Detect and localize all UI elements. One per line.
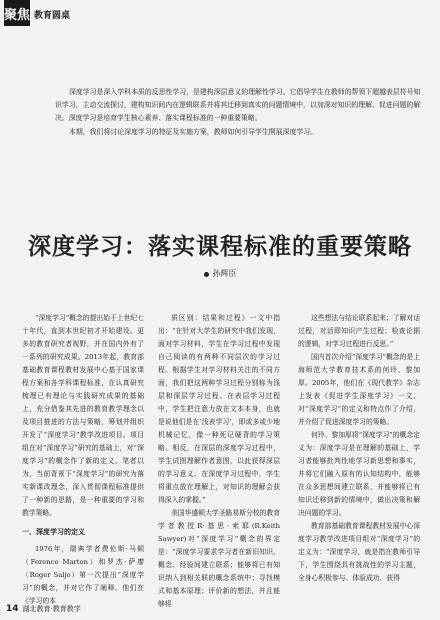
body-paragraph: 教育部基础教育课程教材发展中心深度学习教学改进项目组对“深度学习”的定义为：“深度学习，就是指在教师引导下，学生围绕具有挑战性的学习主题，全身心积极参与、体验成功、获得 <box>298 522 420 582</box>
editor-abstract <box>55 86 423 139</box>
body-paragraph: 质区别：结果和过程》一文中指出：“在针对大学生的研究中我们发现，面对学习材料，学生在学习过程中发现自己阅读的有两种不同层次的学习过程。根据学生对学习材料关注的不同方面，我们把这两种学习过程分别称为浅层和深层学习过程。在表层学习过程中，学生把注意力放在文本本身，也就是说他们是在‘浅表学习’，即或多或少地机械记忆，像一种死记硬背的学习策略。相反，在深层的深度学习过程中，学生试图理解作者意图，以此获得深层的学习意义、在深度学习过程中，学生将重点放在理解上，对知识的理解会获得深入的掌握。” <box>158 314 280 504</box>
text-column-1 <box>22 312 144 608</box>
author-line <box>0 268 440 279</box>
author-name: 孙辉臣 <box>212 269 237 278</box>
abstract-paragraph: 本期，我们将讨论深度学习的特征及实施方案，教师如何引导学生開展深度学习。 <box>69 127 318 136</box>
body-paragraph: 何玲、黎加厚将“深度学习”的概念定义为：深度学习是在理解的基础上，学习者能够批判性地学习新思想和事实，并将它们融入原有的认知结构中，能够在众多思想间建立联系，并能够将已有知识迁移到新的情境中，做出决策和解决问题的学习。 <box>298 431 420 517</box>
page-number: 14 <box>6 604 19 614</box>
page-footer <box>6 604 81 614</box>
body-paragraph: 这些想法与结论联系起来；了解对话过程，对话即知识产生过程；检查论据的逻辑，对学习过程进行反思。” <box>298 314 420 348</box>
body-paragraph: “深度学习”概念的提出始于上世纪七十年代，直到本世纪初才开始建设。更多的教育研究者视野，并在国内外有了一系列的研究成果。2013年起，教育部基础教育课程教材发展中心基于国家课程方案和各学科课程标准，在认真研究梳理已有理论与实践研究成果的基础上，充分借鉴其先进的教育教学理念以及项目推进的方法与策略，筹划并组织开发了“深度学习”教学改进项目。项目组在对“深度学习”研究的基础上，对“深度学习”的概念作了新的定义。笔者以为，当前背景下“深度学习”的研究为落实新课改理念，深入贯彻课程标准提供了一种新的思路，是一种重要的学习和教学策略。 <box>22 314 144 517</box>
article-title: 深度学习：落实课程标准的重要策略 <box>28 233 412 260</box>
body-paragraph: 美国华盛顿大学圣路易斯分校的教育学者教授R·基思·索耶(R.Keith Sawyer)对“深度学习”概念的界定是：“深度学习要求学习者在新旧知识、概念、经验间建立联系；能够将已有知识纳入到相关联的概念系统中；寻找模式和基本原理；评价新的想法，并且能够将 <box>158 509 280 608</box>
journal-name: 湖北教育·教育教学 <box>22 605 81 613</box>
text-column-3 <box>298 312 420 585</box>
bullet-icon <box>204 272 209 277</box>
column-tab: 聚焦 <box>4 0 30 26</box>
section-heading: 一、深度学习的定义 <box>22 528 85 536</box>
body-paragraph: 1976年，瑞典学者费伦斯·马顿（Ference Marton）和罗杰·萨廖（Roger Saljo）第一次提出“深度学习”的概念，并对它作了阐释。他们在《学习的本 <box>22 545 144 605</box>
column-name: 教育圆桌 <box>34 11 71 21</box>
body-paragraph: 国内首次介绍“深度学习”概念的是上海师范大学教育技术系的何玲、黎加厚。2005年，他们在《现代教学》杂志上发表《促进学生深度学习》一文，对“深度学习”的定义和特点作了介绍，并介绍了促进深度学习的策略。 <box>298 353 420 426</box>
text-column-2 <box>158 312 280 611</box>
abstract-paragraph: 深度学习是深入学科本质的反思性学习，是建构深层意义的理解性学习。它倡导学生在教师的帮领下超越表层符号知识学习，主动交流探讨，建构知识间内在逻辑联系并将其迁移到真实的问题情境中，以加深对知识的理解、促进问题的解决。深度学习是培育学生核心素养、落实课程标准的一种重要策略。 <box>55 88 421 123</box>
